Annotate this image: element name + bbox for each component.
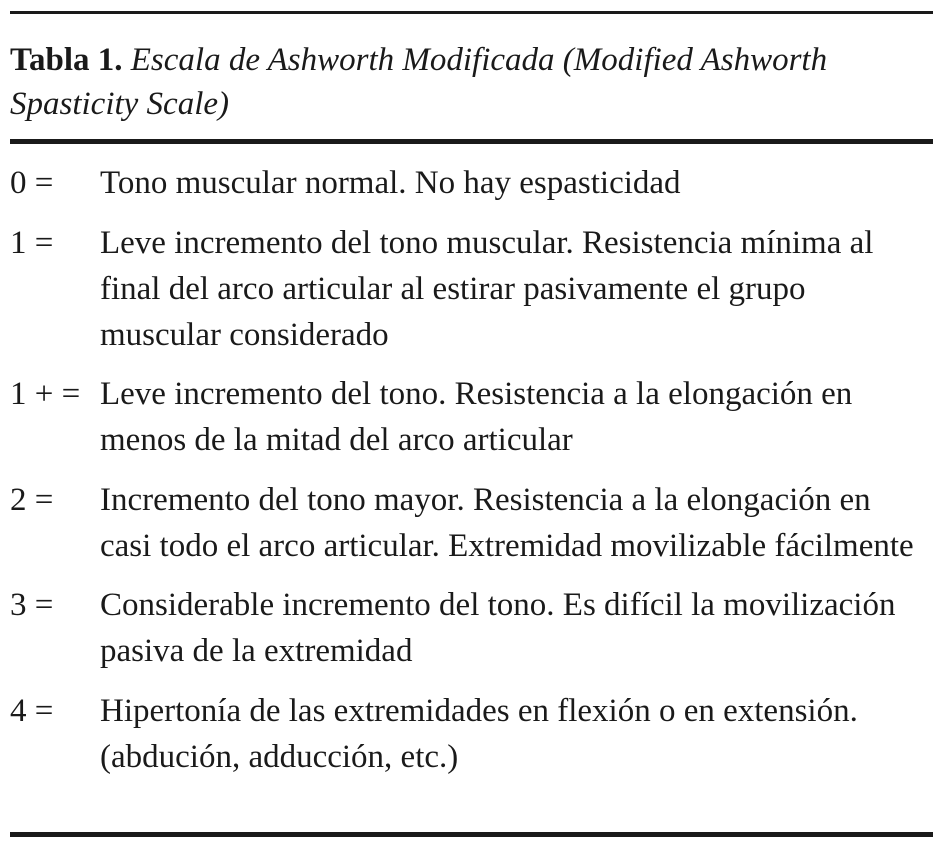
row-score: 1 = <box>10 225 54 261</box>
row-score: 0 = <box>10 165 54 201</box>
table-label: Tabla 1. <box>10 42 123 78</box>
row-score: 2 = <box>10 482 54 518</box>
row-description: Incremento del tono mayor. Resistencia a la elongación en casi todo el arco articular. Extremidad movilizable fácilmente <box>100 482 914 564</box>
table-row <box>10 371 933 463</box>
row-score: 1 + = <box>10 376 81 412</box>
row-score: 4 = <box>10 693 54 729</box>
row-description: Leve incremento del tono. Resistencia a la elongación en menos de la mitad del arco articular <box>100 376 853 458</box>
header-rule <box>10 139 933 144</box>
table-row <box>10 160 933 206</box>
row-description: Considerable incremento del tono. Es difícil la movilización pasiva de la extremidad <box>100 587 896 669</box>
table-caption <box>10 38 920 126</box>
row-description: Hipertonía de las extremidades en flexión o en extensión. (abdución, adducción, etc.) <box>100 693 858 775</box>
row-description: Leve incremento del tono muscular. Resistencia mínima al final del arco articular al estirar pasivamente el grupo muscular considerado <box>100 225 874 353</box>
table-row <box>10 477 933 569</box>
row-description: Tono muscular normal. No hay espasticidad <box>100 165 681 201</box>
top-rule <box>10 11 933 14</box>
table-body <box>10 160 933 780</box>
table-title: Escala de Ashworth Modificada (Modified Ashworth Spasticity Scale) <box>10 42 828 122</box>
table-row <box>10 582 933 674</box>
row-score: 3 = <box>10 587 54 623</box>
table-row <box>10 220 933 358</box>
bottom-rule <box>10 832 933 837</box>
table-row <box>10 688 933 780</box>
